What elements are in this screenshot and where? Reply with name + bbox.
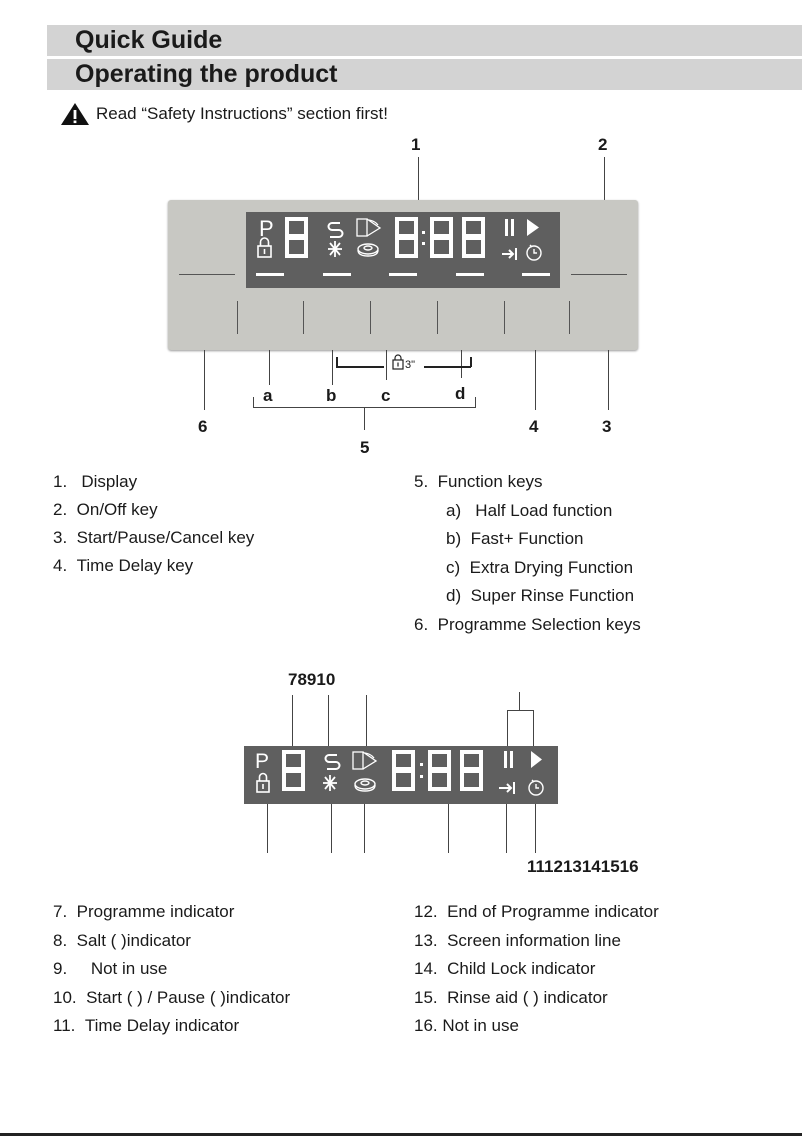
legend-item: 15. Rinse aid ( ) indicator bbox=[414, 987, 608, 1007]
programme-key-line bbox=[179, 274, 235, 275]
child-lock-icon bbox=[392, 354, 404, 370]
time-delay-icon bbox=[529, 780, 543, 795]
legend-item: 16. Not in use bbox=[414, 1016, 519, 1035]
pause-icon bbox=[504, 751, 507, 768]
salt-icon bbox=[329, 223, 343, 237]
legend-item: 7. Programme indicator bbox=[53, 902, 235, 921]
legend-item: 1. Display bbox=[53, 472, 138, 491]
legend-indicators-right bbox=[414, 898, 659, 1041]
legend-item: 3. Start/Pause/Cancel key bbox=[53, 528, 255, 547]
safety-warning bbox=[60, 102, 388, 126]
callout-2: 2 bbox=[598, 135, 608, 154]
section-title: Operating the product bbox=[47, 59, 802, 90]
legend-item: 11. Time Delay indicator bbox=[53, 1016, 240, 1035]
legend-item: 14. Child Lock indicator bbox=[414, 959, 596, 978]
screen-information-line bbox=[256, 273, 550, 276]
time-delay-icon bbox=[527, 245, 541, 260]
callout-5: 5 bbox=[360, 438, 370, 457]
pause-icon bbox=[505, 219, 508, 236]
child-lock-icon bbox=[257, 774, 269, 793]
callout-d: d bbox=[455, 384, 466, 403]
legend-subitem: a) Half Load function bbox=[446, 500, 613, 520]
callout-b: b bbox=[326, 386, 337, 405]
legend-item: 10. Start ( ) / Pause ( )indicator bbox=[53, 987, 291, 1007]
time-digits bbox=[394, 752, 481, 789]
legend-subitem: c) Extra Drying Function bbox=[446, 557, 634, 577]
callout-1: 1 bbox=[411, 135, 421, 154]
legend-keys bbox=[53, 468, 254, 580]
legend-item: 13. Screen information line bbox=[414, 930, 621, 950]
lcd-display bbox=[246, 212, 560, 288]
programme-digit bbox=[284, 752, 303, 789]
legend-item: 6. Programme Selection keys bbox=[414, 614, 641, 634]
callout-11-16: 111213141516 bbox=[527, 857, 639, 876]
callout-4: 4 bbox=[529, 417, 539, 436]
programme-digit bbox=[287, 219, 306, 256]
callout-3: 3 bbox=[602, 417, 612, 436]
tablet-icon bbox=[358, 244, 378, 256]
legend-item: 5. Function keys bbox=[414, 472, 543, 491]
legend-item: 4. Time Delay key bbox=[53, 556, 194, 575]
rinse-aid-icon bbox=[328, 241, 342, 257]
legend-item: 2. On/Off key bbox=[53, 500, 158, 519]
end-of-programme-icon bbox=[499, 782, 514, 794]
legend-item: 9. Not in use bbox=[53, 959, 168, 978]
end-of-programme-icon bbox=[502, 248, 516, 260]
callout-7-10: 78910 bbox=[288, 670, 336, 689]
warning-text: Read “Safety Instructions” section first! bbox=[96, 104, 388, 123]
time-digits bbox=[397, 219, 483, 256]
play-icon bbox=[531, 751, 542, 768]
salt-icon bbox=[326, 755, 340, 769]
auto-dose-icon bbox=[353, 752, 376, 769]
page-title: Quick Guide bbox=[47, 25, 802, 56]
legend-indicators-left bbox=[53, 898, 290, 1041]
rinse-aid-icon bbox=[323, 775, 337, 791]
legend-subitem: d) Super Rinse Function bbox=[446, 586, 635, 605]
tablet-icon bbox=[355, 779, 375, 791]
lcd-display-detail bbox=[244, 746, 558, 804]
legend-item: 8. Salt ( )indicator bbox=[53, 930, 191, 950]
programme-letter: P bbox=[259, 216, 274, 241]
legend-item: 12. End of Programme indicator bbox=[414, 902, 659, 921]
svg-text:P: P bbox=[255, 750, 270, 773]
callout-c: c bbox=[381, 386, 391, 405]
warning-triangle-icon bbox=[60, 102, 90, 126]
callout-a: a bbox=[263, 386, 273, 405]
callout-6: 6 bbox=[198, 417, 208, 436]
start-key-line bbox=[571, 274, 627, 275]
legend-function-keys bbox=[414, 468, 641, 639]
lock-hold-time: 3" bbox=[405, 359, 416, 371]
auto-dose-icon bbox=[357, 219, 380, 236]
legend-subitem: b) Fast+ Function bbox=[446, 529, 584, 548]
play-icon bbox=[527, 219, 539, 236]
control-panel bbox=[168, 200, 638, 350]
